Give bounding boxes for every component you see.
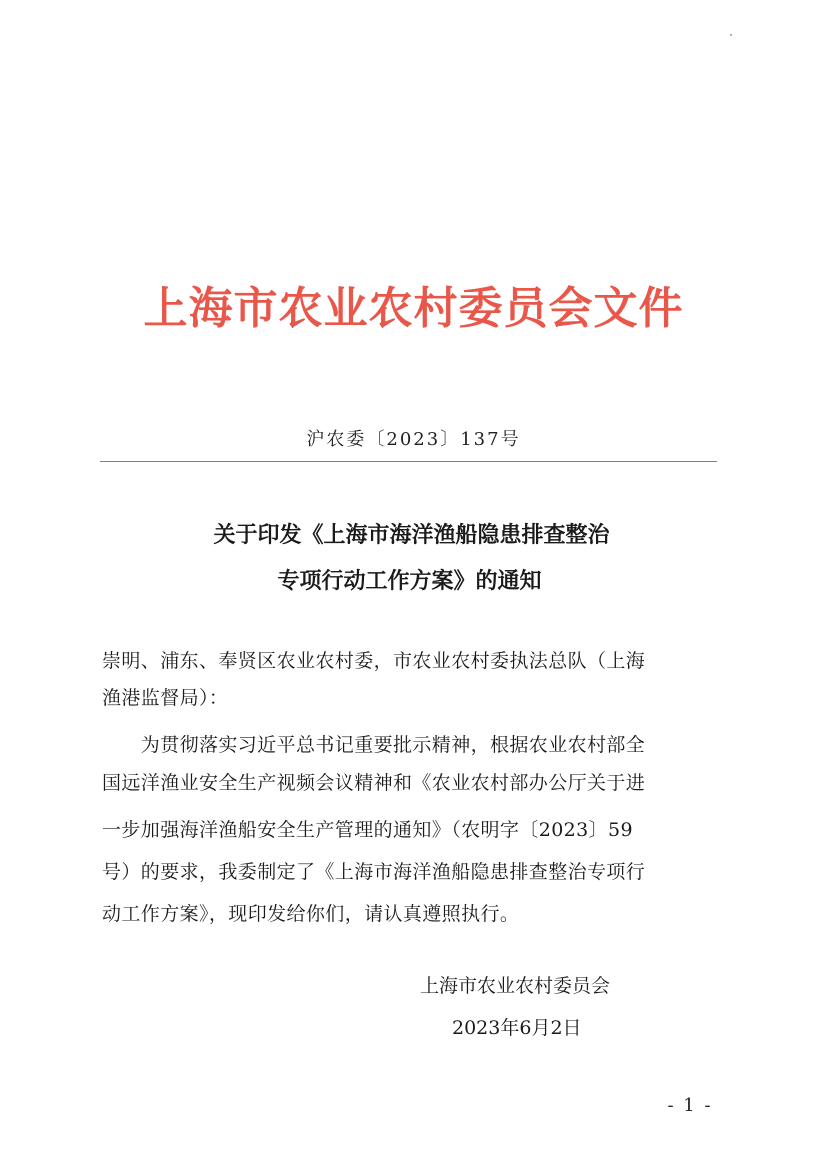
page-number: - 1 -: [667, 1095, 713, 1116]
document-number: 沪农委〔2023〕137号: [306, 429, 521, 450]
red-divider-line: [100, 461, 717, 462]
signature-date: 2023年6月2日: [452, 1017, 582, 1039]
recipients-line-1: 崇明、浦东、奉贤区农业农村委，市农业农村委执法总队（上海: [102, 650, 646, 672]
document-title-line-2: 专项行动工作方案》的通知: [277, 568, 542, 594]
document-title-line-1: 关于印发《上海市海洋渔船隐患排查整治: [213, 522, 610, 548]
body-line: 一步加强海洋渔船安全生产管理的通知》（农明字〔2023〕59: [102, 819, 634, 841]
body-line: 国远洋渔业安全生产视频会议精神和《农业农村部办公厅关于进: [102, 772, 646, 794]
scan-dot: [730, 34, 732, 36]
body-line: 为贯彻落实习近平总书记重要批示精神，根据农业农村部全: [102, 734, 646, 756]
body-line: 号）的要求，我委制定了《上海市海洋渔船隐患排查整治专项行: [102, 861, 646, 883]
signature-organization: 上海市农业农村委员会: [420, 975, 611, 997]
document-masthead: 上海市农业农村委员会文件: [143, 283, 684, 334]
recipients-line-2: 渔港监督局）：: [102, 687, 229, 709]
body-line: 动工作方案》，现印发给你们，请认真遵照执行。: [102, 903, 520, 925]
